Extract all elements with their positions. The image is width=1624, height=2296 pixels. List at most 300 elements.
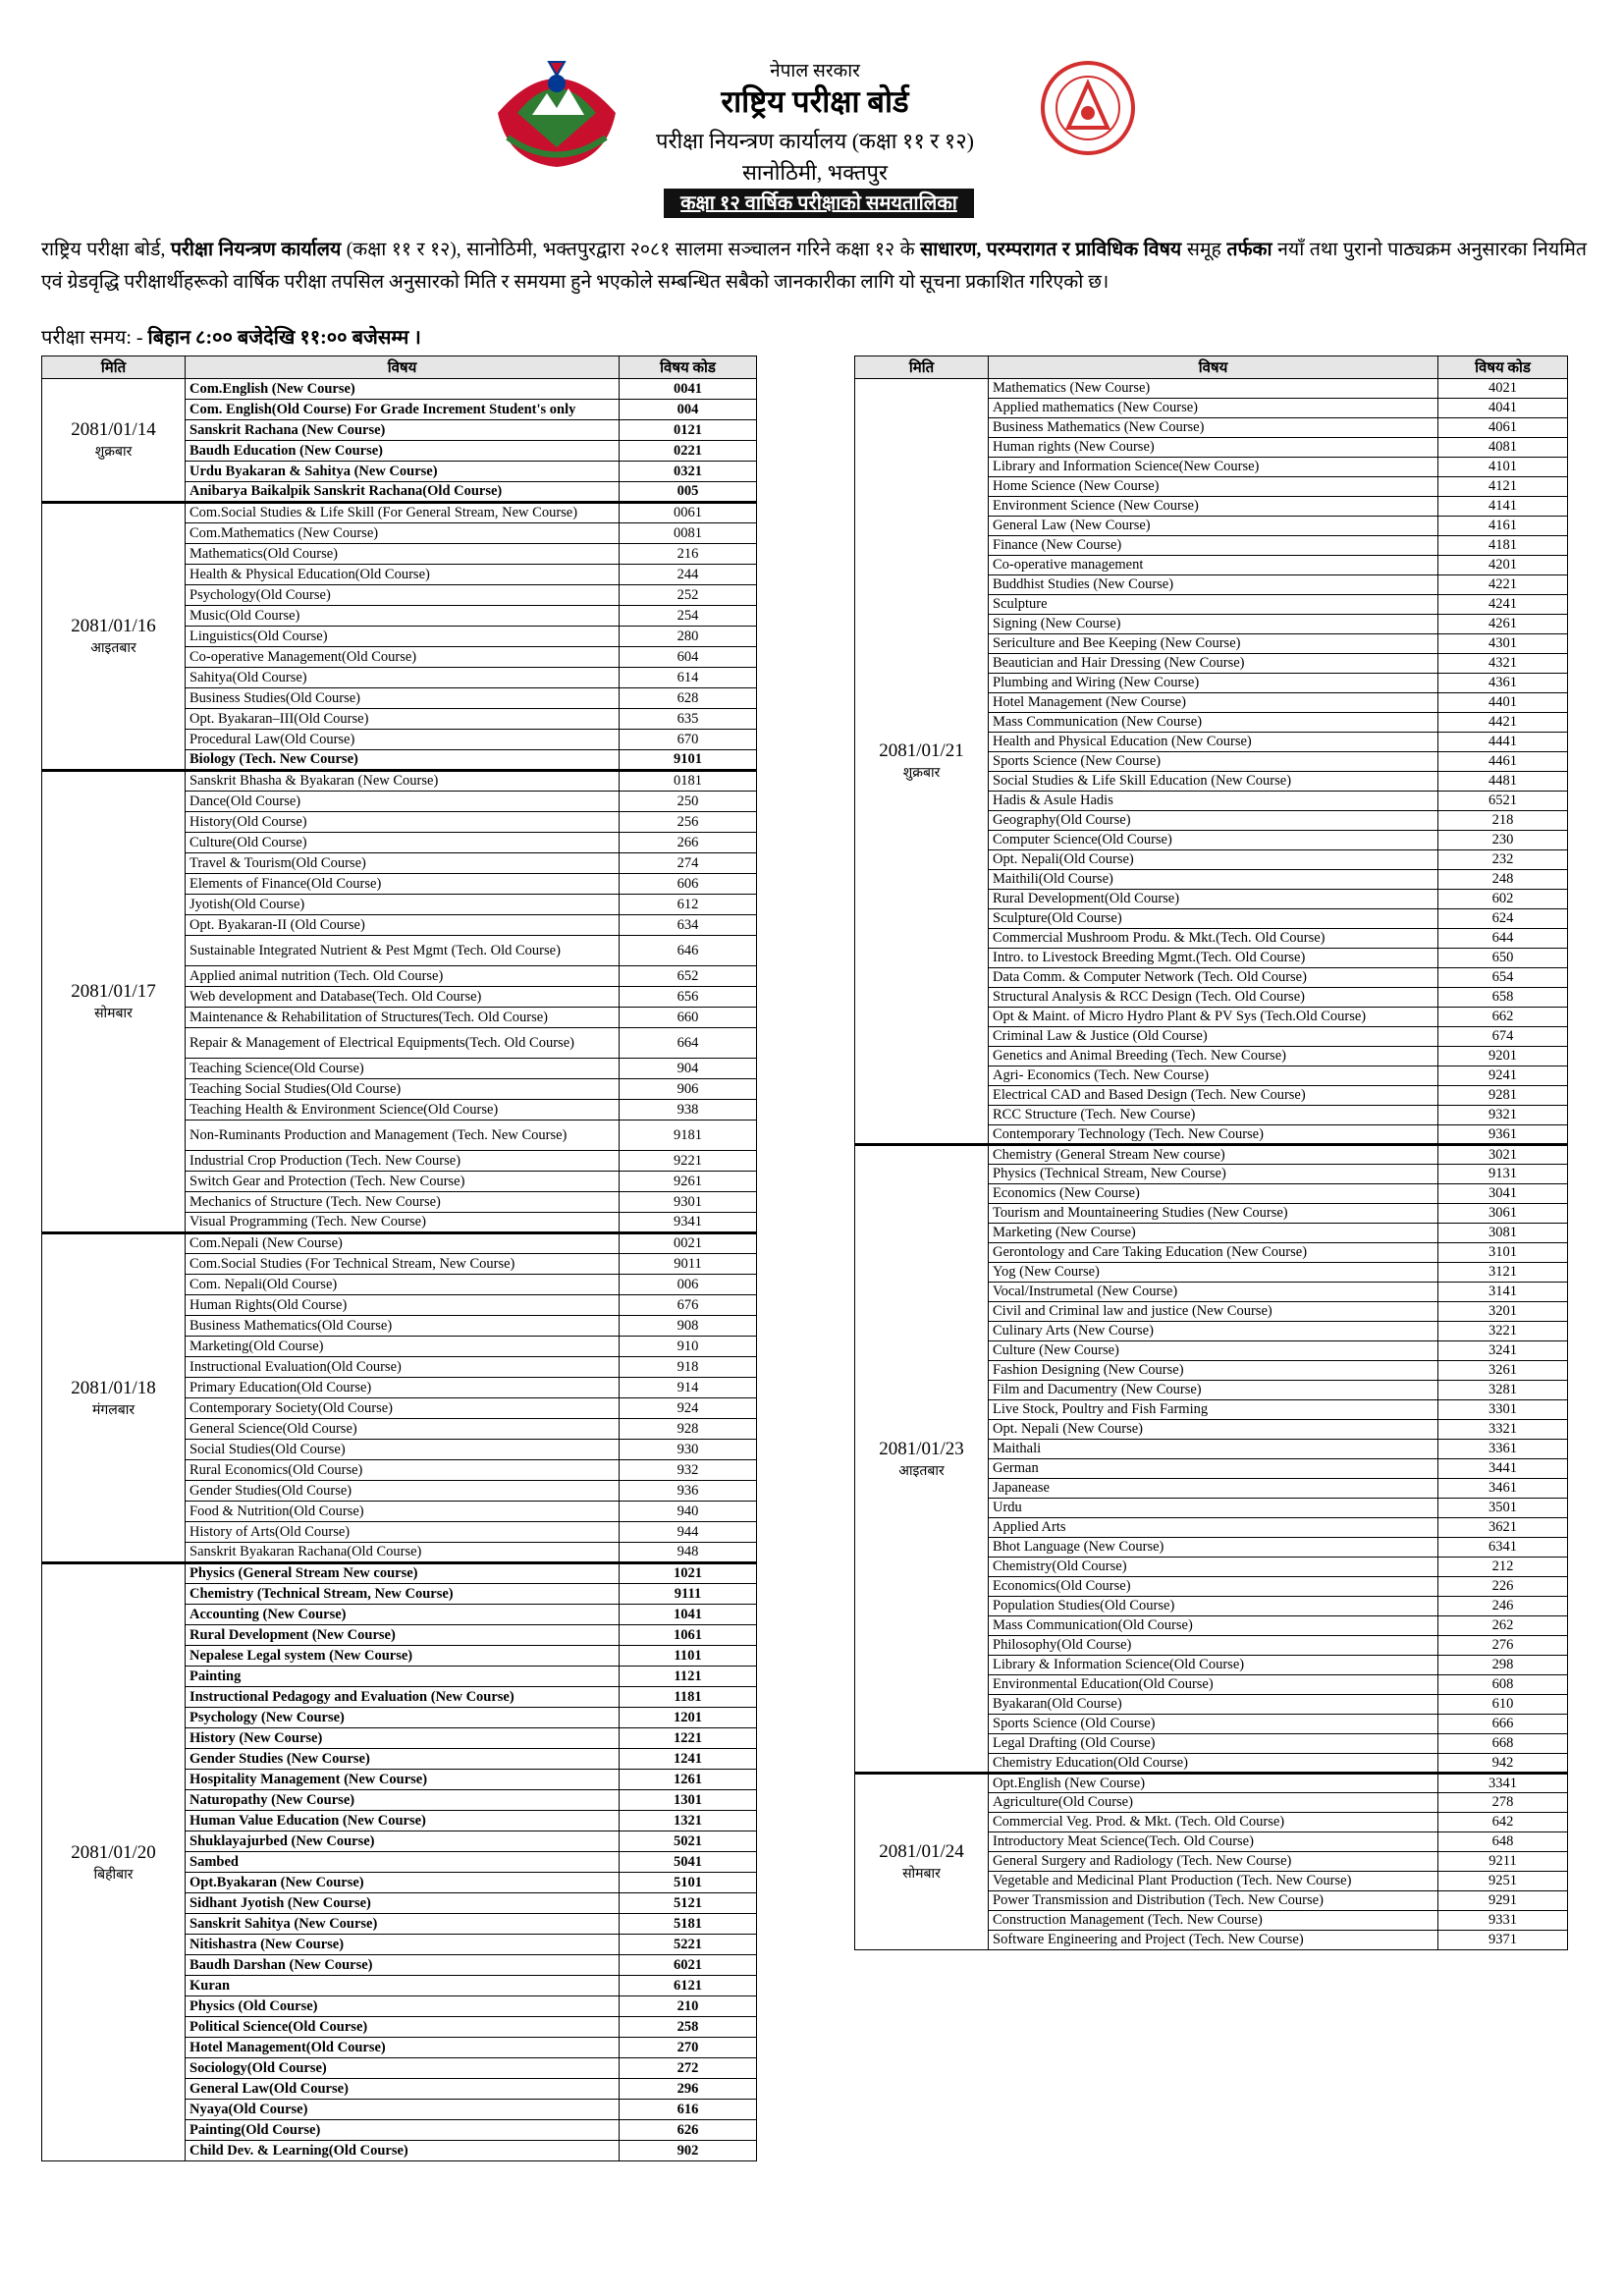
subject-code: 9331 (1438, 1911, 1568, 1931)
subject-name: Gerontology and Care Taking Education (New Course) (989, 1243, 1438, 1263)
subject-name: Mathematics (New Course) (989, 379, 1438, 399)
subject-name: General Law (New Course) (989, 517, 1438, 536)
subject-code: 652 (620, 966, 757, 987)
subject-code: 648 (1438, 1832, 1568, 1852)
subject-name: Painting (186, 1667, 620, 1687)
exam-date: 2081/01/23 (879, 1438, 964, 1459)
subject-code: 3241 (1438, 1341, 1568, 1361)
subject-name: Applied mathematics (New Course) (989, 399, 1438, 418)
subject-code: 932 (620, 1460, 757, 1481)
subject-code: 635 (620, 709, 757, 730)
subject-name: Naturopathy (New Course) (186, 1790, 620, 1811)
subject-code: 9101 (620, 750, 757, 771)
subject-code: 606 (620, 874, 757, 895)
subject-code: 3061 (1438, 1204, 1568, 1224)
subject-code: 6121 (620, 1976, 757, 1996)
subject-code: 9291 (1438, 1891, 1568, 1911)
col-subject-header: विषय (186, 356, 620, 379)
page-header (0, 0, 1624, 224)
subject-name: Home Science (New Course) (989, 477, 1438, 497)
subject-code: 254 (620, 606, 757, 627)
subject-name: Human Rights(Old Course) (186, 1295, 620, 1316)
table-row (42, 503, 757, 523)
subject-name: Computer Science(Old Course) (989, 831, 1438, 850)
subject-code: 904 (620, 1059, 757, 1079)
subject-code: 210 (620, 1996, 757, 2017)
subject-name: Repair & Management of Electrical Equipments(Tech. Old Course) (186, 1028, 620, 1059)
subject-code: 4261 (1438, 615, 1568, 634)
subject-name: Maithali (989, 1440, 1438, 1459)
subject-code: 4361 (1438, 674, 1568, 693)
subject-name: Com. English(Old Course) For Grade Increment Student's only (186, 400, 620, 420)
subject-name: Com.English (New Course) (186, 379, 620, 400)
subject-code: 3101 (1438, 1243, 1568, 1263)
exam-day: सोमबार (902, 1867, 941, 1882)
subject-name: Social Studies(Old Course) (186, 1440, 620, 1460)
subject-name: Sanskrit Bhasha & Byakaran (New Course) (186, 771, 620, 792)
subject-name: Civil and Criminal law and justice (New Course) (989, 1302, 1438, 1322)
subject-name: Maintenance & Rehabilitation of Structures(Tech. Old Course) (186, 1008, 620, 1028)
subject-name: Fashion Designing (New Course) (989, 1361, 1438, 1381)
col-subject-header: विषय (989, 356, 1438, 379)
subject-name: Sociology(Old Course) (186, 2058, 620, 2079)
subject-name: Human rights (New Course) (989, 438, 1438, 458)
subject-name: General Science(Old Course) (186, 1419, 620, 1440)
subject-name: Social Studies & Life Skill Education (New Course) (989, 772, 1438, 792)
exam-day: शुक्रबार (94, 445, 133, 460)
subject-name: Web development and Database(Tech. Old Course) (186, 987, 620, 1008)
subject-code: 4021 (1438, 379, 1568, 399)
subject-name: Vocal/Instrumetal (New Course) (989, 1283, 1438, 1302)
subject-name: German (989, 1459, 1438, 1479)
subject-name: Rural Development(Old Course) (989, 890, 1438, 909)
subject-name: Culture (New Course) (989, 1341, 1438, 1361)
subject-code: 244 (620, 565, 757, 585)
subject-name: Opt. Nepali (New Course) (989, 1420, 1438, 1440)
subject-code: 1201 (620, 1708, 757, 1728)
subject-code: 250 (620, 792, 757, 812)
subject-name: Com.Social Studies (For Technical Stream, New Course) (186, 1254, 620, 1275)
subject-code: 004 (620, 400, 757, 420)
exam-date: 2081/01/18 (71, 1377, 156, 1398)
subject-name: Contemporary Society(Old Course) (186, 1398, 620, 1419)
subject-name: Human Value Education (New Course) (186, 1811, 620, 1831)
subject-name: Instructional Evaluation(Old Course) (186, 1357, 620, 1378)
exam-date-cell (42, 379, 186, 503)
subject-name: Sambed (186, 1852, 620, 1873)
subject-code: 1301 (620, 1790, 757, 1811)
subject-name: Chemistry Education(Old Course) (989, 1754, 1438, 1774)
subject-code: 668 (1438, 1734, 1568, 1754)
subject-name: Japanease (989, 1479, 1438, 1499)
subject-code: 626 (620, 2120, 757, 2141)
subject-code: 650 (1438, 949, 1568, 968)
subject-code: 628 (620, 688, 757, 709)
subject-name: Child Dev. & Learning(Old Course) (186, 2141, 620, 2161)
subject-code: 262 (1438, 1616, 1568, 1636)
subject-code: 0081 (620, 523, 757, 544)
subject-name: Contemporary Technology (Tech. New Course) (989, 1125, 1438, 1145)
exam-date-cell (42, 1563, 186, 2161)
subject-name: Health & Physical Education(Old Course) (186, 565, 620, 585)
subject-code: 4061 (1438, 418, 1568, 438)
subject-code: 5181 (620, 1914, 757, 1935)
subject-name: Environmental Education(Old Course) (989, 1675, 1438, 1695)
subject-name: Teaching Science(Old Course) (186, 1059, 620, 1079)
subject-code: 670 (620, 730, 757, 750)
subject-name: Opt.Byakaran (New Course) (186, 1873, 620, 1893)
subject-name: RCC Structure (Tech. New Course) (989, 1106, 1438, 1125)
subject-code: 248 (1438, 870, 1568, 890)
subject-code: 3081 (1438, 1224, 1568, 1243)
exam-date: 2081/01/24 (879, 1841, 964, 1862)
subject-name: Non-Ruminants Production and Management (Tech. New Course) (186, 1121, 620, 1151)
subject-code: 280 (620, 627, 757, 647)
subject-name: Economics(Old Course) (989, 1577, 1438, 1597)
subject-code: 5121 (620, 1893, 757, 1914)
subject-code: 1321 (620, 1811, 757, 1831)
subject-name: Philosophy(Old Course) (989, 1636, 1438, 1656)
subject-code: 226 (1438, 1577, 1568, 1597)
subject-name: Commercial Veg. Prod. & Mkt. (Tech. Old Course) (989, 1813, 1438, 1832)
subject-name: Agri- Economics (Tech. New Course) (989, 1066, 1438, 1086)
subject-code: 930 (620, 1440, 757, 1460)
subject-code: 674 (1438, 1027, 1568, 1047)
subject-code: 1261 (620, 1770, 757, 1790)
subject-code: 296 (620, 2079, 757, 2100)
table-row (42, 379, 757, 400)
subject-name: Software Engineering and Project (Tech. New Course) (989, 1931, 1438, 1950)
subject-name: Business Mathematics (New Course) (989, 418, 1438, 438)
subject-name: Visual Programming (Tech. New Course) (186, 1213, 620, 1233)
subject-name: Geography(Old Course) (989, 811, 1438, 831)
subject-code: 9181 (620, 1121, 757, 1151)
subject-code: 252 (620, 585, 757, 606)
subject-code: 1021 (620, 1563, 757, 1584)
subject-name: Construction Management (Tech. New Course) (989, 1911, 1438, 1931)
subject-code: 910 (620, 1337, 757, 1357)
subject-code: 610 (1438, 1695, 1568, 1715)
subject-name: Switch Gear and Protection (Tech. New Course) (186, 1172, 620, 1192)
subject-name: Intro. to Livestock Breeding Mgmt.(Tech. Old Course) (989, 949, 1438, 968)
subject-name: Signing (New Course) (989, 615, 1438, 634)
subject-name: Marketing(Old Course) (186, 1337, 620, 1357)
exam-day: बिहीबार (93, 1867, 134, 1883)
subject-code: 9281 (1438, 1086, 1568, 1106)
office-name: परीक्षा नियन्त्रण कार्यालय (कक्षा ११ र १२) (655, 129, 975, 153)
subject-name: Culinary Arts (New Course) (989, 1322, 1438, 1341)
subject-code: 4321 (1438, 654, 1568, 674)
subject-code: 6021 (620, 1955, 757, 1976)
subject-name: Hotel Management(Old Course) (186, 2038, 620, 2058)
right-timetable (854, 355, 1568, 1950)
subject-code: 656 (620, 987, 757, 1008)
subject-name: Business Mathematics(Old Course) (186, 1316, 620, 1337)
subject-code: 906 (620, 1079, 757, 1100)
subject-code: 270 (620, 2038, 757, 2058)
subject-name: Bhot Language (New Course) (989, 1538, 1438, 1558)
subject-code: 298 (1438, 1656, 1568, 1675)
subject-name: Shuklayajurbed (New Course) (186, 1831, 620, 1852)
subject-name: Opt.English (New Course) (989, 1774, 1438, 1793)
subject-code: 3441 (1438, 1459, 1568, 1479)
subject-name: Anibarya Baikalpik Sanskrit Rachana(Old Course) (186, 482, 620, 503)
subject-name: Baudh Darshan (New Course) (186, 1955, 620, 1976)
subject-name: Opt. Nepali(Old Course) (989, 850, 1438, 870)
subject-name: Business Studies(Old Course) (186, 688, 620, 709)
subject-code: 644 (1438, 929, 1568, 949)
subject-name: Primary Education(Old Course) (186, 1378, 620, 1398)
subject-code: 924 (620, 1398, 757, 1419)
subject-code: 902 (620, 2141, 757, 2161)
subject-name: Finance (New Course) (989, 536, 1438, 556)
exam-date-cell (42, 771, 186, 1233)
subject-name: Gender Studies (New Course) (186, 1749, 620, 1770)
subject-code: 3321 (1438, 1420, 1568, 1440)
subject-name: Sidhant Jyotish (New Course) (186, 1893, 620, 1914)
subject-name: Rural Economics(Old Course) (186, 1460, 620, 1481)
subject-code: 908 (620, 1316, 757, 1337)
page-title: कक्षा १२ वार्षिक परीक्षाको समयतालिका (664, 189, 974, 218)
subject-name: Sports Science (New Course) (989, 752, 1438, 772)
subject-code: 4101 (1438, 458, 1568, 477)
subject-code: 266 (620, 833, 757, 853)
subject-code: 3201 (1438, 1302, 1568, 1322)
subject-code: 642 (1438, 1813, 1568, 1832)
subject-name: Food & Nutrition(Old Course) (186, 1502, 620, 1522)
subject-code: 1101 (620, 1646, 757, 1667)
subject-code: 662 (1438, 1008, 1568, 1027)
subject-name: Physics (Technical Stream, New Course) (989, 1165, 1438, 1184)
subject-code: 1221 (620, 1728, 757, 1749)
table-row (42, 1233, 757, 1254)
subject-code: 3361 (1438, 1440, 1568, 1459)
subject-name: Byakaran(Old Course) (989, 1695, 1438, 1715)
subject-code: 1041 (620, 1605, 757, 1625)
subject-code: 936 (620, 1481, 757, 1502)
subject-code: 676 (620, 1295, 757, 1316)
exam-date: 2081/01/21 (879, 740, 964, 761)
subject-name: Hospitality Management (New Course) (186, 1770, 620, 1790)
subject-name: Sericulture and Bee Keeping (New Course) (989, 634, 1438, 654)
subject-name: Criminal Law & Justice (Old Course) (989, 1027, 1438, 1047)
subject-code: 634 (620, 915, 757, 936)
subject-name: History of Arts(Old Course) (186, 1522, 620, 1543)
exam-date-cell (855, 1774, 989, 1950)
subject-name: Beautician and Hair Dressing (New Course) (989, 654, 1438, 674)
subject-name: General Surgery and Radiology (Tech. New Course) (989, 1852, 1438, 1872)
subject-code: 9321 (1438, 1106, 1568, 1125)
exam-date-cell (42, 503, 186, 771)
exam-day: आइतबार (90, 641, 136, 656)
subject-code: 9201 (1438, 1047, 1568, 1066)
subject-name: Sculpture (989, 595, 1438, 615)
subject-code: 0221 (620, 441, 757, 462)
subject-code: 658 (1438, 988, 1568, 1008)
subject-name: Population Studies(Old Course) (989, 1597, 1438, 1616)
subject-name: History (New Course) (186, 1728, 620, 1749)
subject-code: 6521 (1438, 792, 1568, 811)
subject-code: 942 (1438, 1754, 1568, 1774)
subject-name: Com.Nepali (New Course) (186, 1233, 620, 1254)
subject-name: Data Comm. & Computer Network (Tech. Old Course) (989, 968, 1438, 988)
subject-code: 616 (620, 2100, 757, 2120)
subject-name: Opt. Byakaran-II (Old Course) (186, 915, 620, 936)
govt-name: नेपाल सरकार (770, 61, 860, 82)
subject-name: Chemistry(Old Course) (989, 1558, 1438, 1577)
subject-name: Gender Studies(Old Course) (186, 1481, 620, 1502)
subject-name: Hadis & Asule Hadis (989, 792, 1438, 811)
subject-name: Applied Arts (989, 1518, 1438, 1538)
subject-name: Opt & Maint. of Micro Hydro Plant & PV Sys (Tech.Old Course) (989, 1008, 1438, 1027)
subject-name: Environment Science (New Course) (989, 497, 1438, 517)
subject-name: Com.Social Studies & Life Skill (For General Stream, New Course) (186, 503, 620, 523)
subject-name: Culture(Old Course) (186, 833, 620, 853)
subject-code: 3021 (1438, 1145, 1568, 1165)
subject-code: 5101 (620, 1873, 757, 1893)
subject-code: 3141 (1438, 1283, 1568, 1302)
col-date-header: मिति (42, 356, 186, 379)
subject-name: Plumbing and Wiring (New Course) (989, 674, 1438, 693)
subject-name: Sanskrit Byakaran Rachana(Old Course) (186, 1543, 620, 1563)
subject-name: Buddhist Studies (New Course) (989, 575, 1438, 595)
subject-code: 3261 (1438, 1361, 1568, 1381)
subject-name: Painting(Old Course) (186, 2120, 620, 2141)
subject-code: 602 (1438, 890, 1568, 909)
table-row (42, 1563, 757, 1584)
subject-name: Kuran (186, 1976, 620, 1996)
subject-name: Elements of Finance(Old Course) (186, 874, 620, 895)
subject-name: Electrical CAD and Based Design (Tech. New Course) (989, 1086, 1438, 1106)
subject-name: Urdu (989, 1499, 1438, 1518)
exam-date-cell (855, 1145, 989, 1774)
exam-date-cell (42, 1233, 186, 1563)
subject-code: 4421 (1438, 713, 1568, 733)
col-code-header: विषय कोड (1438, 356, 1568, 379)
subject-name: Structural Analysis & RCC Design (Tech. Old Course) (989, 988, 1438, 1008)
subject-code: 3621 (1438, 1518, 1568, 1538)
subject-name: Mathematics(Old Course) (186, 544, 620, 565)
subject-code: 9371 (1438, 1931, 1568, 1950)
subject-code: 4141 (1438, 497, 1568, 517)
subject-code: 276 (1438, 1636, 1568, 1656)
subject-code: 4221 (1438, 575, 1568, 595)
subject-name: Nyaya(Old Course) (186, 2100, 620, 2120)
subject-code: 9221 (620, 1151, 757, 1172)
board-name: राष्ट्रिय परीक्षा बोर्ड (721, 84, 909, 119)
subject-code: 5041 (620, 1852, 757, 1873)
exam-date: 2081/01/14 (71, 419, 156, 440)
subject-code: 9111 (620, 1584, 757, 1605)
subject-code: 3341 (1438, 1774, 1568, 1793)
subject-code: 216 (620, 544, 757, 565)
subject-name: Physics (Old Course) (186, 1996, 620, 2017)
subject-name: Music(Old Course) (186, 606, 620, 627)
subject-code: 9261 (620, 1172, 757, 1192)
notice-paragraph: राष्ट्रिय परीक्षा बोर्ड, परीक्षा नियन्त्रण कार्यालय (कक्षा ११ र १२), सानोठिमी, भक्तपुरद्वारा २०८१ सालमा सञ्चालन गरिने कक्षा १२ के साधारण, परम्परागत र प्राविधिक विषय समूह तर्फका नयाँ तथा पुरानो पाठ्यक्रम अनुसारका नियमित एवं ग्रेडवृद्धि परीक्षार्थीहरूको वार्षिक परीक्षा तपसिल अनुसारको मिति र समयमा हुने भएकोले सम्बन्धित सबैको जानकारीका लागि यो सूचना प्रकाशित गरिएको छ। (41, 240, 1588, 293)
subject-name: Maithili(Old Course) (989, 870, 1438, 890)
subject-code: 256 (620, 812, 757, 833)
subject-name: Psychology (New Course) (186, 1708, 620, 1728)
subject-name: Film and Dacumentry (New Course) (989, 1381, 1438, 1400)
subject-code: 4301 (1438, 634, 1568, 654)
subject-code: 5021 (620, 1831, 757, 1852)
subject-name: Accounting (New Course) (186, 1605, 620, 1625)
exam-date: 2081/01/16 (71, 616, 156, 636)
subject-code: 230 (1438, 831, 1568, 850)
subject-name: Sculpture(Old Course) (989, 909, 1438, 929)
subject-code: 3501 (1438, 1499, 1568, 1518)
subject-code: 9251 (1438, 1872, 1568, 1891)
subject-name: Co-operative Management(Old Course) (186, 647, 620, 668)
subject-code: 0121 (620, 420, 757, 441)
subject-name: Rural Development (New Course) (186, 1625, 620, 1646)
subject-name: Mass Communication (New Course) (989, 713, 1438, 733)
subject-code: 1121 (620, 1667, 757, 1687)
subject-code: 9301 (620, 1192, 757, 1213)
subject-code: 3041 (1438, 1184, 1568, 1204)
subject-name: Physics (General Stream New course) (186, 1563, 620, 1584)
subject-code: 660 (620, 1008, 757, 1028)
exam-date: 2081/01/20 (71, 1841, 156, 1863)
subject-name: Industrial Crop Production (Tech. New Course) (186, 1151, 620, 1172)
table-row (855, 1145, 1568, 1165)
exam-time: परीक्षा समय: - बिहान ८:०० बजेदेखि ११:०० बजेसम्म । (41, 327, 421, 349)
subject-code: 9011 (620, 1254, 757, 1275)
subject-code: 608 (1438, 1675, 1568, 1695)
exam-day: आइतबार (898, 1463, 945, 1479)
exam-day: शुक्रबार (902, 766, 941, 781)
table-row (855, 1774, 1568, 1793)
subject-name: Genetics and Animal Breeding (Tech. New Course) (989, 1047, 1438, 1066)
subject-code: 948 (620, 1543, 757, 1563)
subject-name: Introductory Meat Science(Tech. Old Course) (989, 1832, 1438, 1852)
subject-code: 218 (1438, 811, 1568, 831)
subject-code: 4181 (1438, 536, 1568, 556)
subject-code: 1061 (620, 1625, 757, 1646)
table-row (855, 379, 1568, 399)
subject-name: Sports Science (Old Course) (989, 1715, 1438, 1734)
subject-name: Health and Physical Education (New Course) (989, 733, 1438, 752)
subject-name: Opt. Byakaran–III(Old Course) (186, 709, 620, 730)
subject-code: 1241 (620, 1749, 757, 1770)
subject-name: Economics (New Course) (989, 1184, 1438, 1204)
subject-name: Chemistry (General Stream New course) (989, 1145, 1438, 1165)
subject-code: 274 (620, 853, 757, 874)
subject-code: 4121 (1438, 477, 1568, 497)
subject-name: Mechanics of Structure (Tech. New Course) (186, 1192, 620, 1213)
subject-code: 212 (1438, 1558, 1568, 1577)
subject-code: 3461 (1438, 1479, 1568, 1499)
subject-name: Biology (Tech. New Course) (186, 750, 620, 771)
subject-code: 0181 (620, 771, 757, 792)
subject-name: Instructional Pedagogy and Evaluation (New Course) (186, 1687, 620, 1708)
subject-name: Agriculture(Old Course) (989, 1793, 1438, 1813)
subject-name: Nepalese Legal system (New Course) (186, 1646, 620, 1667)
subject-name: Urdu Byakaran & Sahitya (New Course) (186, 462, 620, 482)
subject-name: Tourism and Mountaineering Studies (New Course) (989, 1204, 1438, 1224)
subject-code: 938 (620, 1100, 757, 1121)
subject-name: Sahitya(Old Course) (186, 668, 620, 688)
subject-name: Yog (New Course) (989, 1263, 1438, 1283)
subject-name: Live Stock, Poultry and Fish Farming (989, 1400, 1438, 1420)
neb-seal-icon (1039, 59, 1137, 157)
subject-name: Teaching Health & Environment Science(Old Course) (186, 1100, 620, 1121)
subject-code: 9131 (1438, 1165, 1568, 1184)
subject-name: Power Transmission and Distribution (Tech. New Course) (989, 1891, 1438, 1911)
subject-code: 4161 (1438, 517, 1568, 536)
subject-code: 0321 (620, 462, 757, 482)
